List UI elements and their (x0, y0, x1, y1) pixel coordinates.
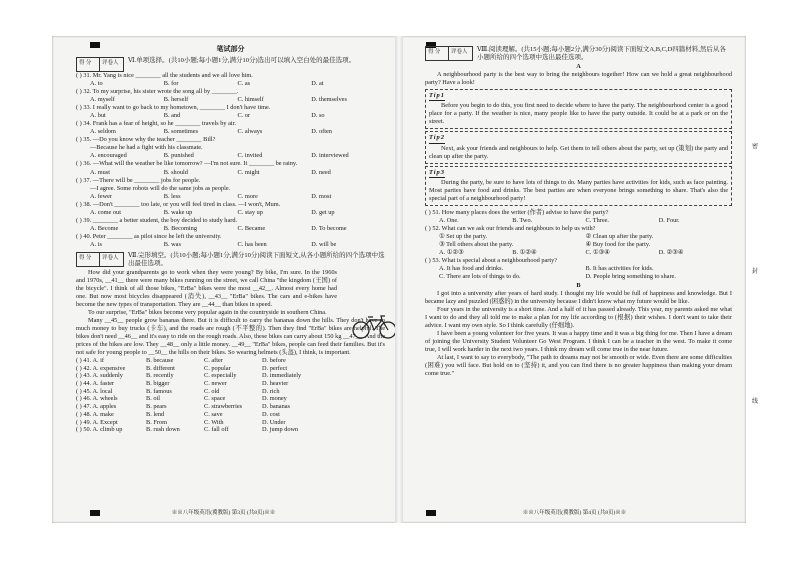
option-row (425, 249, 732, 257)
option: C. as (237, 80, 251, 87)
question-stem: ( ) 32. To my surprise, his sister wrote the song all by ________. (76, 88, 239, 96)
score-box: 得 分 评卷人 (425, 46, 473, 61)
option: A. encouraged (90, 152, 127, 160)
question-stem: ( ) 38. —Don't ________ too late, or you will feel tired in class. —I won't, Mum. (76, 200, 281, 208)
tip-text: During the party, be sure to have lots of things to do. Many parties have activities for kids, such as face painting. Most parties have food and drinks. The best parties are when everyone brings something to share. That's also the special part of a neighbourhood party! (429, 178, 728, 203)
option: C. There are lots of things to do. (439, 273, 521, 281)
option: C. strawberries (204, 403, 243, 411)
statement: ③ Tell others about the party. (439, 241, 514, 249)
cloze-option-row (76, 388, 385, 396)
option: D. perfect (262, 364, 288, 372)
single-choice-questions (76, 72, 385, 249)
question-stem: ( ) 39. ________ a better student, the boy decided to study hard. (76, 216, 238, 224)
page-title: 笔试部分 (216, 45, 245, 53)
option-row (76, 225, 385, 233)
option: A. myself (90, 96, 115, 104)
option: B. Two. (512, 217, 533, 225)
tip-text: Before you begin to do this, you first need to decide where to have the party. The neighbourhood center is a good place for a party. If the weather is nice, many people like to have the party outside. It could be at a park or on the street. (429, 102, 728, 126)
option: B. different (146, 364, 175, 372)
option: B. punished (163, 152, 194, 160)
reading-questions-a (425, 209, 732, 281)
option: A. seldom (90, 128, 116, 136)
passage-paragraph: I got into a university after years of hard study. I thought my life would be full of happiness and knowledge. But I became lazy and puzzled (困惑的) in the university because I didn't know what my future would be like. (425, 289, 732, 305)
exam-sheet (52, 36, 758, 523)
option: D. will be (311, 240, 337, 248)
cloze-options (76, 357, 385, 434)
option: D. Under (262, 418, 286, 426)
option: A. to (90, 80, 103, 87)
score-box: 得 分 评卷人 (76, 57, 124, 72)
section-heading: Ⅶ.完形填空。(共10小题;每小题1分,满分10分)阅读下面短文,从各小题所给的四个选项中选出最佳选项。 (128, 251, 385, 268)
option-row (76, 241, 385, 249)
option-row (76, 193, 385, 201)
cloze-option-row (76, 380, 385, 388)
option: B. pears (146, 403, 167, 411)
option: D. most (311, 192, 332, 200)
option: C. might (237, 168, 260, 176)
question-stem: ( ) 51. How many places does the writer (作者) advise to have the party? (425, 209, 609, 217)
option: C. after (204, 357, 223, 365)
option: D. need (311, 168, 331, 176)
cloze-option-row (76, 395, 385, 403)
question-reply: —I agree. Some robots will do the same jobs as people. (90, 184, 231, 192)
option: ( ) 41. A. if (76, 357, 104, 365)
option: A. One. (439, 217, 459, 225)
option: B. It has activities for kids. (585, 265, 654, 273)
tip-box (425, 89, 732, 129)
passage-label-a: A (576, 62, 581, 70)
option: D. at (311, 80, 324, 87)
option-row (76, 112, 385, 120)
option: B. bigger (146, 380, 170, 388)
option: B. famous (146, 387, 172, 395)
tips-list (425, 89, 732, 206)
seal-line-char: 线 (751, 399, 758, 405)
page-4 (403, 36, 746, 523)
option: A. fewer (90, 192, 113, 200)
section-7-header (76, 252, 385, 269)
option: C. With (204, 418, 224, 426)
option: A. It has food and drinks. (439, 265, 504, 273)
passage-paragraph: To our surprise, "ErBa" bikes become very popular again in the countryside in southern China. (88, 308, 327, 316)
option: C. always (237, 128, 263, 136)
page-footer: ※※八年级英语(冀教版) 第3页 (共8页)※※ (171, 509, 276, 516)
option: ( ) 45. A. local (76, 387, 113, 395)
option: D. cost (262, 410, 280, 418)
passage-a-intro: A neighbourhood party is the best way to bring the neighbours together! How can we hold a great neighbourhood party? Have a look! (425, 70, 732, 86)
option: C. stay up (237, 208, 263, 216)
question-stem: ( ) 53. What is special about a neighbourhood party? (425, 257, 558, 265)
option: B. wake up (163, 208, 193, 216)
option: D. immediately (262, 372, 302, 380)
question-stem: ( ) 52. What can we ask our friends and neighbours to help us with? (425, 225, 596, 233)
section-heading: Ⅵ.单项选择。(共10小题;每小题1分,满分10分)选出可以填入空白处的最佳选项。 (128, 56, 356, 64)
option: B. rush down (146, 426, 180, 434)
cloze-passage (76, 269, 385, 358)
option-row (76, 128, 385, 136)
option: ( ) 50. A. climb up (76, 426, 123, 434)
cloze-option-row (76, 365, 385, 373)
tip-box (425, 166, 732, 206)
option-row (76, 96, 385, 104)
option-row (76, 152, 385, 160)
option: ( ) 42. A. expensive (76, 364, 126, 372)
option: B. recently (146, 372, 174, 380)
option: B. should (163, 168, 188, 176)
passage-paragraph: At last, I want to say to everybody, "The path to dreams may not be smooth or wide. Even there are some difficulties (困难) you will face. But hold on to (坚持) it, and you can find there is no greater happiness than making your dream come true." (425, 353, 732, 378)
statement: ② Clean up after the party. (585, 233, 654, 241)
tip-text: Next, ask your friends and neighbours to help. Get them to tell others about the party, set up (策划) the party and clean up after the party. (429, 144, 728, 160)
option: C. newer (204, 380, 227, 388)
option-row (76, 169, 385, 177)
option: C. save (204, 410, 223, 418)
option: D. ②③④ (658, 249, 684, 257)
page-3 (52, 36, 395, 523)
cloze-option-row (76, 403, 385, 411)
option: C. invited (237, 152, 263, 160)
option: A. is (90, 240, 102, 248)
option: C. old (204, 387, 220, 395)
tip-tag: Tip1 (429, 92, 445, 101)
cloze-option-row (76, 372, 385, 380)
option: D. before (262, 357, 286, 365)
option: B. less (163, 192, 181, 200)
option: D. To become (311, 224, 347, 232)
question-stem: ( ) 37. —There will be ________ jobs for people. (76, 176, 201, 184)
cloze-option-row (76, 426, 385, 434)
option: D. themselves (311, 96, 347, 104)
option: D. so (311, 112, 325, 120)
option: D. Four. (658, 217, 680, 225)
option: C. Three. (585, 217, 609, 225)
option: D. jump down (262, 426, 299, 434)
passage-b (425, 290, 732, 379)
option: D. bananas (262, 403, 290, 411)
option: D. money (262, 395, 287, 403)
option: B. sometimes (163, 128, 199, 136)
statement: ① Set up the party. (439, 233, 488, 241)
option-row (76, 209, 385, 217)
statement-list (425, 233, 732, 249)
option: C. himself (237, 96, 264, 104)
option: D. People bring something to share. (585, 273, 676, 281)
option: C. has been (237, 240, 267, 248)
question-stem: ( ) 35. —Do you know why the teacher ________ Bill? (76, 136, 216, 144)
option: ( ) 43. A. suddenly (76, 372, 123, 380)
option: A. come out (90, 208, 121, 216)
option: B. Becoming (163, 224, 197, 232)
option: C. especially (204, 372, 237, 380)
option: B. and (163, 112, 181, 120)
option: ( ) 49. A. Except (76, 418, 118, 426)
passage-paragraph: Many __45__ people grow bananas there. But it is difficult to carry the bananas down the hills. They don't have so much money to buy trucks (卡车), and the roads are rough (不平整的). Then they find "ErBa" bikes are helpful. The bikes don't need __46__ and it's easy to ride on the rough roads. Also, these bikes can carry about 150 kg __47__. And the prices of the bikes are low. They __48__ only a little money. __49__ "ErBa" bikes, people can feed their families. But it's not safe for young people to __50__ the hills on their bikes. So wearing helmets (头盔), I think, is important. (76, 316, 385, 357)
seal-line-char: 封 (751, 269, 758, 275)
option: C. Became (237, 224, 266, 232)
option: B. for (163, 80, 179, 87)
option: A. must (90, 168, 110, 176)
tip-tag: Tip3 (429, 169, 445, 178)
option: ( ) 47. A. apples (76, 403, 117, 411)
option: D. interviewed (311, 152, 349, 160)
option: B. because (146, 357, 174, 365)
question-reply: —Because he had a fight with his classmate. (90, 144, 203, 152)
option: B. oil (146, 395, 160, 403)
tip-tag: Tip2 (429, 134, 445, 143)
section-heading: Ⅷ.阅读理解。(共15小题;每小题2分,满分30分)阅读下面短文A,B,C,D四篇材料,然后从各小题所给的四个选项中选出最佳选项。 (477, 46, 726, 62)
option: ( ) 44. A. faster (76, 380, 115, 388)
question-stem: ( ) 40. Peter ________ as pilot since he left the university. (76, 232, 222, 240)
option: D. get up (311, 208, 335, 216)
passage-paragraph: How did your grandparents go to work when they were young? By bike, I'm sure. In the 1960s and 1970s, __41__ there were many bikes running on the street, we call China "the kingdom (王国) of the bicycle". I think of all those bikes, "ErBa" bikes were the most __42__. Almost every home had one. But now most bicycles disappeared (消失), __43__ "ErBa" bikes. The cars and e-bikes have become the new types of transportation. They are __44__ than bikes in speed. (76, 268, 337, 308)
question-stem: ( ) 34. Frank has a fear of height, so he ________ travels by air. (76, 120, 237, 128)
option: C. more (237, 192, 258, 200)
option: A. Become (90, 224, 119, 232)
option: B. From (146, 418, 167, 426)
score-box: 得 分 评卷人 (76, 252, 124, 267)
question-stem: ( ) 36. —What will the weather be like tomorrow? —I'm not sure. It ________ be rainy. (76, 160, 298, 168)
tip-box (425, 131, 732, 163)
passage-paragraph: I have been a young volunteer for five years. It was a happy time and it was a big thing for me. Then I have a dream of joining the University Student Volunteer Go West Program. I think I can be a teacher in the west. To make it come true, I will work harder in the next two years. I think my dream will come true in the near future. (425, 329, 732, 353)
option: D. heavier (262, 380, 289, 388)
option: ( ) 48. A. make (76, 410, 114, 418)
option: C. fall off (204, 426, 229, 434)
question-stem: ( ) 33. I really want to go back to my hometown, ________ I don't have time. (76, 104, 271, 112)
option: C. space (204, 395, 226, 403)
option: B. was (163, 240, 181, 248)
option: C. ①③④ (585, 249, 610, 257)
cloze-option-row (76, 357, 385, 365)
page-fold (395, 36, 403, 523)
passage-label-b: B (576, 281, 581, 289)
option-row (425, 217, 732, 225)
option: B. herself (163, 96, 189, 104)
option-row (76, 80, 385, 88)
cloze-option-row (76, 419, 385, 427)
seal-line-char: 密 (751, 144, 758, 150)
section-6-header (76, 57, 385, 72)
option: C. or (237, 112, 251, 120)
page-footer: ※※八年级英语(冀教版) 第4页 (共8页)※※ (522, 509, 627, 516)
option: B. ①②④ (512, 249, 537, 257)
option: ( ) 46. A. wheels (76, 395, 118, 403)
section-8-header (425, 46, 732, 63)
option: D. often (311, 128, 332, 136)
option: D. rich (262, 387, 280, 395)
passage-paragraph: Four years in the university is a short time. And a half of it has passed already. This year, my parents asked me what I want to do and they all told me to make a plan for my life according to (根据) their wishes. I don't want to take their advice. I want my own style. So I think carefully (仔细地). (425, 305, 732, 329)
option: A. ①②③ (439, 249, 464, 257)
option-row (425, 265, 732, 281)
option: C. popular (204, 364, 231, 372)
bicycle-icon (352, 314, 395, 340)
option: A. but (90, 112, 106, 120)
question-stem: ( ) 31. Mr. Yang is nice ________ all the students and we all love him. (76, 71, 253, 79)
cloze-option-row (76, 411, 385, 419)
option: B. lend (146, 410, 165, 418)
statement: ④ Buy food for the party. (585, 241, 651, 249)
